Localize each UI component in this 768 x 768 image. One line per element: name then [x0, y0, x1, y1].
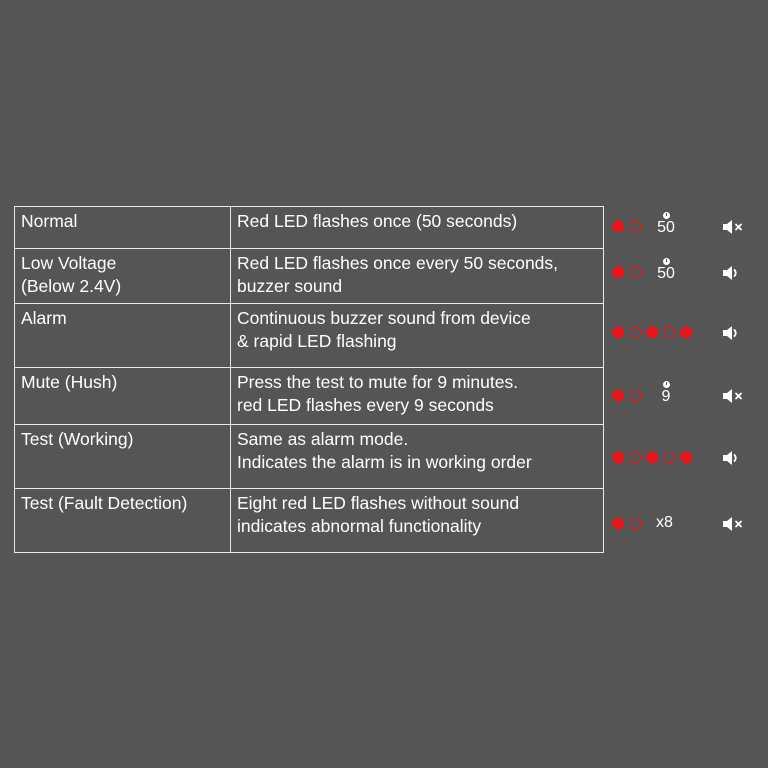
led-dot-icon	[629, 389, 641, 401]
led-dot-icon	[612, 326, 624, 338]
led-dot-icon	[629, 326, 641, 338]
table-row	[15, 368, 604, 425]
alarm-modes-table	[14, 206, 604, 553]
mode-cell	[15, 249, 231, 304]
indicator-group	[612, 381, 752, 411]
description-text: Indicates the alarm is in working order	[237, 452, 532, 472]
description-text: red LED flashes every 9 seconds	[237, 395, 494, 415]
timer-indicator	[654, 212, 678, 236]
description-cell	[231, 304, 604, 368]
mode-label: Alarm	[21, 308, 67, 328]
mode-label: (Below 2.4V)	[21, 276, 122, 296]
mode-cell	[15, 425, 231, 489]
description-text: Continuous buzzer sound from device	[237, 308, 531, 328]
description-cell	[231, 207, 604, 249]
speaker-muted-icon	[722, 388, 744, 404]
timer-indicator	[654, 258, 678, 282]
led-dot-icon	[663, 451, 675, 463]
led-dot-icon	[612, 451, 624, 463]
indicator-group	[612, 509, 752, 539]
table-row	[15, 249, 604, 304]
description-text: Eight red LED flashes without sound	[237, 493, 520, 513]
mode-label: Test (Working)	[21, 429, 134, 449]
led-dot-icon	[646, 326, 658, 338]
mode-label: Test (Fault Detection)	[21, 493, 188, 513]
led-dot-icon	[629, 517, 641, 529]
clock-icon	[663, 258, 670, 265]
led-dot-icon	[629, 220, 641, 232]
mode-cell	[15, 304, 231, 368]
mode-label: Mute (Hush)	[21, 372, 118, 392]
description-cell	[231, 489, 604, 553]
timer-indicator	[654, 381, 678, 405]
description-text: indicates abnormal functionality	[237, 516, 482, 536]
speaker-icon	[722, 325, 744, 341]
mode-cell	[15, 368, 231, 425]
flash-count: x8	[656, 514, 673, 531]
led-dot-icon	[646, 451, 658, 463]
description-cell	[231, 249, 604, 304]
timer-value: 50	[657, 219, 675, 236]
mode-label: Low Voltage	[21, 253, 117, 273]
description-text: buzzer sound	[237, 276, 343, 296]
description-text: Press the test to mute for 9 minutes.	[237, 372, 519, 392]
mode-label: Normal	[21, 211, 78, 231]
table-row	[15, 489, 604, 553]
clock-icon	[663, 212, 670, 219]
speaker-icon	[722, 450, 744, 466]
description-cell	[231, 368, 604, 425]
led-dot-icon	[629, 266, 641, 278]
description-text: & rapid LED flashing	[237, 331, 397, 351]
speaker-muted-icon	[722, 516, 744, 532]
mode-cell	[15, 207, 231, 249]
table-row	[15, 425, 604, 489]
led-dot-icon	[612, 389, 624, 401]
led-dot-icon	[680, 451, 692, 463]
indicator-group	[612, 318, 752, 348]
led-dot-icon	[612, 266, 624, 278]
indicator-group	[612, 212, 752, 242]
led-dot-icon	[629, 451, 641, 463]
description-text: Red LED flashes once every 50 seconds,	[237, 253, 559, 273]
timer-value: 50	[657, 265, 675, 282]
mode-cell	[15, 489, 231, 553]
led-dot-icon	[612, 220, 624, 232]
description-cell	[231, 425, 604, 489]
led-dot-icon	[680, 326, 692, 338]
indicator-group	[612, 443, 752, 473]
led-dot-icon	[612, 517, 624, 529]
speaker-muted-icon	[722, 219, 744, 235]
description-text: Red LED flashes once (50 seconds)	[237, 211, 518, 231]
led-dot-icon	[663, 326, 675, 338]
table-row	[15, 304, 604, 368]
timer-value: 9	[661, 388, 671, 405]
indicator-group	[612, 258, 752, 288]
description-text: Same as alarm mode.	[237, 429, 409, 449]
clock-icon	[663, 381, 670, 388]
table-row	[15, 207, 604, 249]
speaker-icon	[722, 265, 744, 281]
